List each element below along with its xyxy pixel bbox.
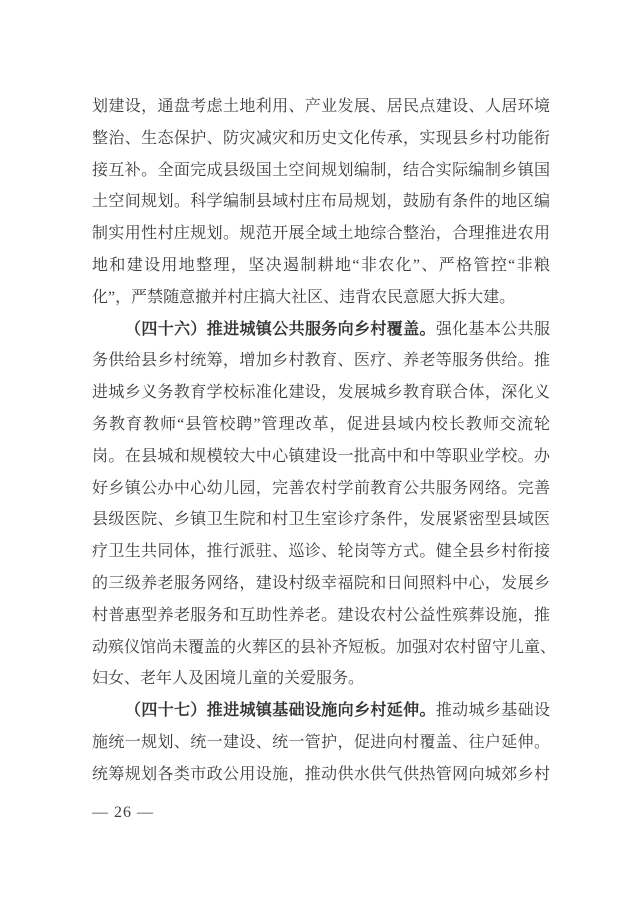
section-heading-line bbox=[92, 695, 550, 727]
section-heading-text: （四十七）推进城镇基础设施向乡村延伸。 bbox=[125, 702, 436, 720]
page-number: — 26 — bbox=[92, 804, 154, 821]
text-line bbox=[92, 727, 550, 759]
body-text-segment: 划建设，通盘考虑土地利用、产业发展、居民点建设、人居环境 bbox=[92, 98, 550, 115]
body-text-segment: 强化基本公共服 bbox=[435, 320, 550, 338]
body-text-segment: 动殡仪馆尚未覆盖的火葬区的县补齐短板。加强对农村留守儿童、 bbox=[92, 638, 557, 656]
section-heading-text: （四十六）推进城镇公共服务向乡村覆盖。 bbox=[125, 320, 436, 338]
text-line bbox=[92, 123, 550, 155]
body-text-segment: 制实用性村庄规划。规范开展全域土地综合整治，合理推进农用 bbox=[92, 225, 550, 243]
body-text-segment: 疗卫生共同体，推行派驻、巡诊、轮岗等方式。健全县乡村衔接 bbox=[92, 543, 550, 561]
body-text-segment: 施统一规划、统一建设、统一管护，促进向村覆盖、往户延伸。 bbox=[92, 733, 550, 751]
text-line bbox=[92, 186, 550, 218]
body-text-segment: 的三级养老服务网络，建设村级幸福院和日间照料中心，发展乡 bbox=[92, 574, 550, 592]
text-line bbox=[92, 377, 550, 409]
text-line bbox=[92, 345, 550, 377]
body-text-segment: 接互补。全面完成县级国土空间规划编制，结合实际编制乡镇国 bbox=[92, 161, 550, 179]
body-text-segment: 统筹规划各类市政公用设施，推动供水供气供热管网向城郊乡村 bbox=[92, 765, 550, 783]
text-line bbox=[92, 218, 550, 250]
section-heading-line bbox=[92, 314, 550, 346]
body-text-segment: 进城乡义务教育学校标准化建设，发展城乡教育联合体，深化义 bbox=[92, 384, 550, 402]
text-line bbox=[92, 250, 550, 282]
page-footer bbox=[92, 804, 154, 822]
text-line bbox=[92, 759, 550, 791]
text-line bbox=[92, 155, 550, 187]
text-line bbox=[92, 409, 550, 441]
body-text-segment: 地和建设用地整理，坚决遏制耕地“非农化”、严格管控“非粮 bbox=[92, 256, 550, 274]
body-text-segment: 好乡镇公办中心幼儿园，完善农村学前教育公共服务网络。完善 bbox=[92, 479, 550, 497]
body-text-segment: 推动城乡基础设 bbox=[435, 702, 550, 720]
body-text-segment: 村普惠型养老服务和互助性养老。建设农村公益性殡葬设施，推 bbox=[92, 606, 550, 624]
text-line bbox=[92, 504, 550, 536]
body-text-segment: 县级医院、乡镇卫生院和村卫生室诊疗条件，发展紧密型县域医 bbox=[92, 511, 550, 529]
text-line bbox=[92, 568, 550, 600]
text-line bbox=[92, 632, 557, 664]
document-body bbox=[92, 91, 557, 791]
text-line bbox=[92, 536, 550, 568]
body-text-segment: 妇女、老年人及困境儿童的关爱服务。 bbox=[92, 670, 365, 688]
text-line bbox=[92, 282, 550, 314]
body-text-segment: 岗。在县城和规模较大中心镇建设一批高中和中等职业学校。办 bbox=[92, 447, 550, 465]
text-line bbox=[92, 91, 550, 123]
body-text-segment: 务供给县乡村统筹，增加乡村教育、医疗、养老等服务供给。推 bbox=[92, 352, 550, 370]
body-text-segment: 土空间规划。科学编制县域村庄布局规划，鼓励有条件的地区编 bbox=[92, 193, 550, 211]
body-text-segment: 化”，严禁随意撤并村庄搞大社区、违背农民意愿大拆大建。 bbox=[92, 288, 516, 306]
text-line bbox=[92, 441, 550, 473]
text-line bbox=[92, 473, 550, 505]
body-text-segment: 整治、生态保护、防灾减灾和历史文化传承，实现县乡村功能衔 bbox=[92, 129, 550, 147]
text-line bbox=[92, 600, 550, 632]
text-line bbox=[92, 663, 550, 695]
body-text-segment: 务教育教师“县管校聘”管理改革，促进县域内校长教师交流轮 bbox=[92, 415, 550, 433]
